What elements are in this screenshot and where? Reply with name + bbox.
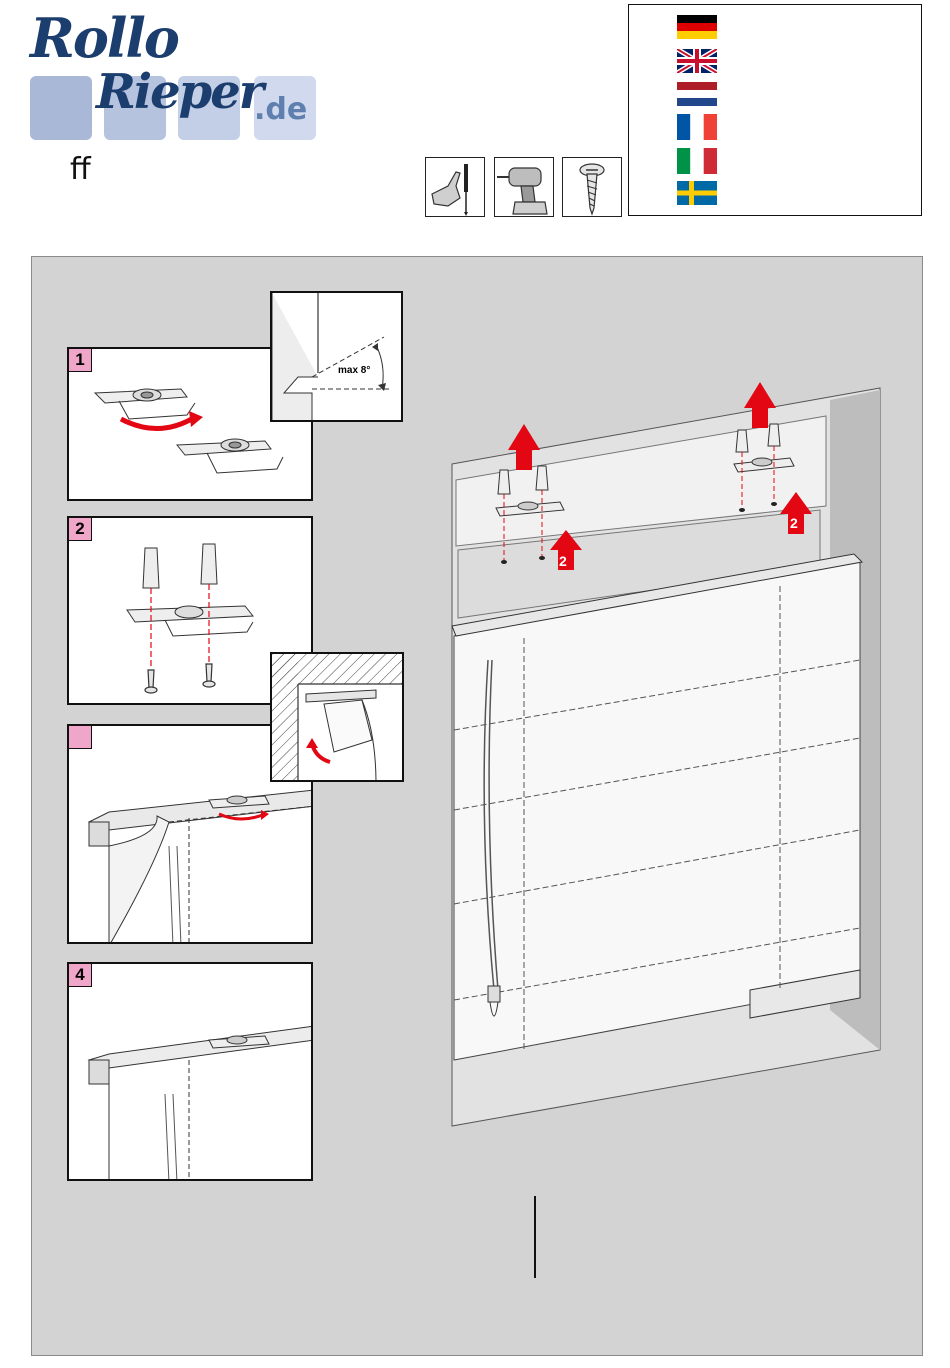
step-3-number [69,726,92,749]
logo-box-1 [30,76,92,140]
screw-icon [562,157,622,217]
angle-detail-box [270,291,403,422]
step-4-box [67,962,313,1181]
window-installation-illustration [450,370,890,1130]
step-4-number: 4 [69,964,92,987]
english-flag-icon[interactable] [677,49,717,73]
mounted-blind-illustration [69,964,313,1181]
swedish-flag-icon[interactable] [677,181,717,205]
language-panel [628,4,922,216]
hang-detail-box [270,652,404,782]
screwdriver-hand-icon [425,157,485,217]
logo-rieper-text: Rieper [96,64,263,120]
logo-rollo-text: Rollo [30,6,178,70]
angle-label: max 8° [338,365,371,376]
step-2-number: 2 [69,518,92,541]
arrow-step-label-left: 2 [559,553,567,569]
logo[interactable] [22,6,322,150]
logo-domain-text: .de [254,92,308,127]
german-flag-icon[interactable] [677,15,717,39]
french-flag-icon[interactable] [677,114,717,140]
subtitle: ff [70,152,91,187]
arrow-step-label-right: 2 [790,515,798,531]
divider-line [534,1196,536,1278]
cordless-drill-icon [494,157,554,217]
step-1-number: 1 [69,349,92,372]
dutch-flag-icon[interactable] [677,82,717,106]
italian-flag-icon[interactable] [677,148,717,174]
